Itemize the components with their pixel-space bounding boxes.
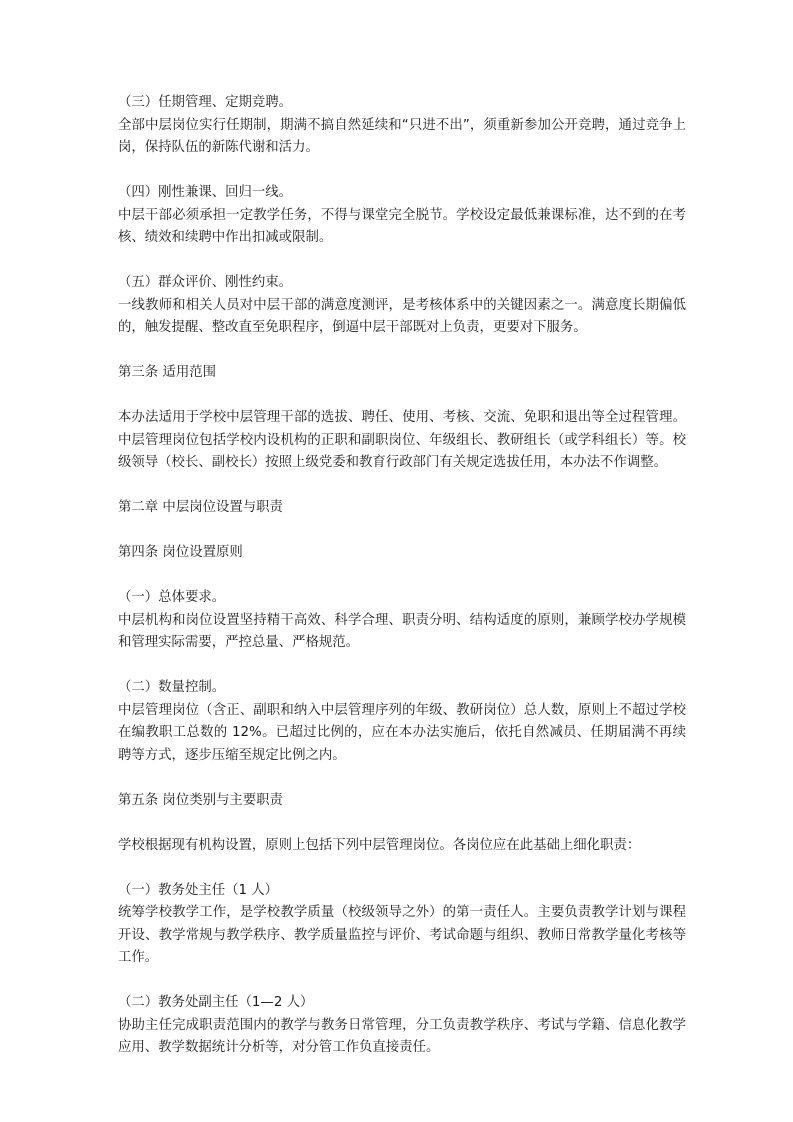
section-heading: 第五条 岗位类别与主要职责 xyxy=(118,792,283,808)
item-body: 中层管理岗位（含正、副职和纳入中层管理序列的年级、教研岗位）总人数，原则上不超过学校在编教职工总数的 12%。已超过比例的，应在本办法实施后，依托自然减员、任期届满不再续聘等方式，逐步压缩至规定比例之内。 xyxy=(118,702,686,763)
item-title: （三）任期管理、定期竞聘。 xyxy=(118,95,293,110)
item-title: （四）刚性兼课、回归一线。 xyxy=(118,185,293,200)
section-heading: 第三条 适用范围 xyxy=(118,365,216,380)
item-body: 中层机构和岗位设置坚持精干高效、科学合理、职责分明、结构适度的原则，兼顾学校办学规模和管理实际需要，严控总量、严格规范。 xyxy=(118,612,686,650)
paragraph-spacer xyxy=(118,250,686,273)
item-title: （二）数量控制。 xyxy=(118,680,226,695)
paragraph-spacer xyxy=(118,812,686,835)
item-title: （一）总体要求。 xyxy=(118,590,226,605)
paragraph-spacer xyxy=(118,340,686,363)
paragraph-spacer xyxy=(118,857,686,880)
paragraph-spacer xyxy=(118,160,686,183)
paragraph: 本办法适用于学校中层管理干部的选拔、聘任、使用、考核、交流、免职和退出等全过程管理。中层管理岗位包括学校内设机构的正职和副职岗位、年级组长、教研组长（或学科组长）等。校级领导（校长、副校长）按照上级党委和教育行政部门有关规定选拔任用，本办法不作调整。 xyxy=(118,410,686,470)
item-body: 全部中层岗位实行任期制，期满不搞自然延续和“只进不出”，须重新参加公开竞聘，通过竞争上岗，保持队伍的新陈代谢和活力。 xyxy=(118,117,686,155)
paragraph-spacer xyxy=(118,970,686,993)
document-page xyxy=(118,92,686,1060)
paragraph-spacer xyxy=(118,565,686,588)
paragraph-spacer xyxy=(118,385,686,408)
paragraph-spacer xyxy=(118,475,686,498)
item-body: 协助主任完成职责范围内的教学与教务日常管理，分工负责教学秩序、考试与学籍、信息化教学应用、教学数据统计分析等，对分管工作负直接责任。 xyxy=(118,1017,686,1055)
item-title: （一）教务处主任（1 人） xyxy=(118,882,279,898)
paragraph-spacer xyxy=(118,767,686,790)
paragraph-spacer xyxy=(118,520,686,543)
section-heading: 第二章 中层岗位设置与职责 xyxy=(118,500,283,515)
item-body: 一线教师和相关人员对中层干部的满意度测评，是考核体系中的关键因素之一。满意度长期偏低的，触发提醒、整改直至免职程序，倒逼中层干部既对上负责，更要对下服务。 xyxy=(118,297,686,335)
paragraph: 学校根据现有机构设置，原则上包括下列中层管理岗位。各岗位应在此基础上细化职责： xyxy=(118,837,641,853)
item-body: 中层干部必须承担一定教学任务，不得与课堂完全脱节。学校设定最低兼课标准，达不到的在考核、绩效和续聘中作出扣减或限制。 xyxy=(118,207,686,245)
item-body: 统筹学校教学工作，是学校教学质量（校级领导之外）的第一责任人。主要负责教学计划与课程开设、教学常规与教学秩序、教学质量监控与评价、考试命题与组织、教师日常教学量化考核等工作。 xyxy=(118,905,686,965)
item-title: （五）群众评价、刚性约束。 xyxy=(118,275,293,290)
section-heading: 第四条 岗位设置原则 xyxy=(118,545,243,560)
paragraph-spacer xyxy=(118,655,686,678)
item-title: （二）教务处副主任（1—2 人） xyxy=(118,995,314,1010)
